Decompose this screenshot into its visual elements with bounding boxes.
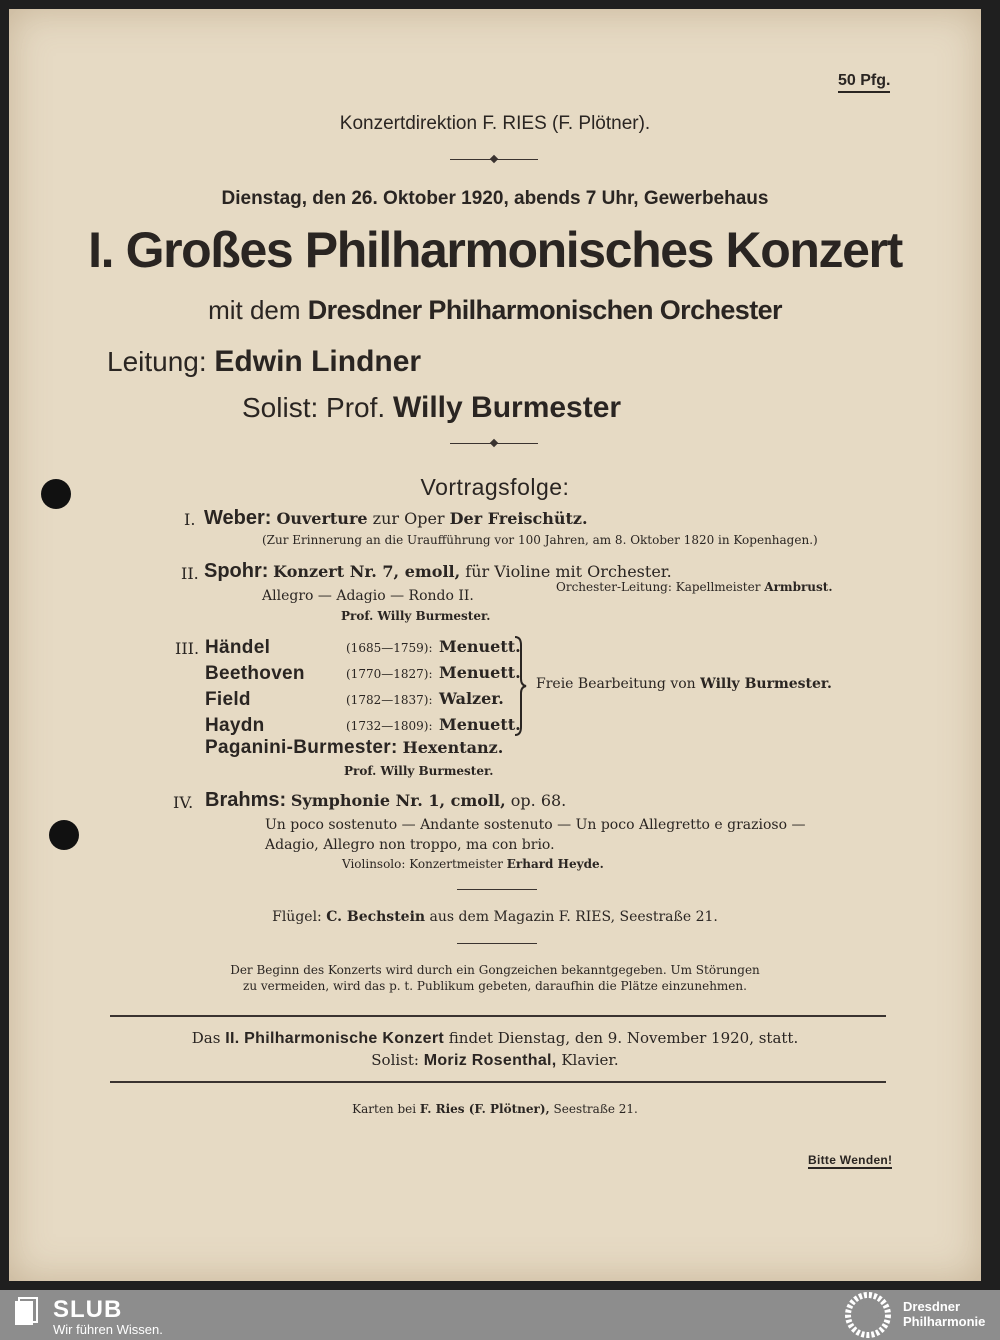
composer-name: Händel [205,637,271,658]
work-title: Walzer. [439,689,504,708]
slub-name: SLUB [53,1296,123,1323]
orchestra-line [9,295,981,326]
spohr-movements: Allegro — Adagio — Rondo II. [262,588,474,604]
item-number: II. [181,564,199,583]
notice-line-1: Der Beginn des Konzerts wird durch ein Gongzeichen bekanntgegeben. Um Störungen [230,963,760,977]
rule-bottom [110,1081,886,1083]
composer-weber: Weber: [204,507,272,529]
rule-top [110,1015,886,1017]
orchestra-lead: Orchester-Leitung: Kapellmeister Armbrust. [556,580,833,594]
item-number: III. [175,639,200,658]
conductor-label: Leitung: [107,346,207,377]
philharmonie-logo-icon [842,1292,894,1338]
with-prefix: mit dem [208,295,301,325]
paganini-soloist: Prof. Willy Burmester. [344,764,494,778]
concert-program-sheet [9,9,981,1281]
item-ii-line: Spohr: Konzert Nr. 7, emoll, für Violine mit Orchester. [204,560,672,582]
composer-spohr: Spohr: [204,560,269,582]
item-number: I. [184,510,196,529]
concert-direction: Konzertdirektion F. RIES (F. Plötner). [339,113,651,134]
philharmonie-line-2: Philharmonie [903,1314,986,1329]
soloist-label: Solist: Prof. [242,392,386,423]
slub-tagline: Wir führen Wissen. [53,1322,163,1337]
piano-line: Flügel: C. Bechstein aus dem Magazin F. RIES, Seestraße 21. [272,909,718,925]
item-iv-line: Brahms: Symphonie Nr. 1, cmoll, op. 68. [205,789,567,811]
slub-logo-icon [13,1297,39,1327]
composer-name: Beethoven [205,663,305,684]
bracket [513,635,529,737]
item-number: IV. [173,793,194,812]
divider [457,889,537,890]
composer-years: (1782—1837): [346,693,433,707]
composer-brahms: Brahms: [205,789,287,811]
next-concert-line: Das II. Philharmonische Konzert findet Dienstag, den 9. November 1920, statt. [191,1029,799,1047]
date-line: Dienstag, den 26. Oktober 1920, abends 7 Uhr, Gewerbehaus [221,188,769,209]
arrangement-note: Freie Bearbeitung von Willy Burmester. [536,676,832,692]
premiere-note: (Zur Erinnerung an die Uraufführung vor 100 Jahren, am 8. Oktober 1820 in Kopenhagen.) [262,533,818,547]
conductor-name: Edwin Lindner [214,345,422,378]
composer-name: Field [205,689,251,710]
composer-years: (1685—1759): [346,641,433,655]
violin-solo: Violinsolo: Konzertmeister Erhard Heyde. [342,857,604,871]
paganini-line: Paganini-Burmester: Hexentanz. [205,737,504,758]
price-label: 50 Pfg. [838,72,890,93]
divider [457,943,537,944]
turn-page-note: Bitte Wenden! [808,1153,893,1167]
work-title: Menuett. [439,637,521,656]
notice-line-2: zu vermeiden, wird das p. t. Publikum gebeten, daraufhin die Plätze einzunehmen. [243,979,747,993]
composer-years: (1770—1827): [346,667,433,681]
composer-name: Haydn [205,715,265,736]
ornament-diamond [490,439,498,447]
work-title: Menuett. [439,663,521,682]
work-title: Menuett. [439,715,521,734]
composer-years: (1732—1809): [346,719,433,733]
brahms-movements-2: Adagio, Allegro non troppo, ma con brio. [265,837,555,853]
concert-title: I. Großes Philharmonisches Konzert [88,222,902,278]
punch-hole [49,820,79,850]
item-i-line: Weber: Ouverture zur Oper Der Freischütz. [204,507,588,529]
composer-paganini-burmester: Paganini-Burmester: [205,737,398,758]
ornament-diamond [490,155,498,163]
program-heading: Vortragsfolge: [420,474,570,500]
conductor-line [107,345,421,379]
tickets-line: Karten bei F. Ries (F. Plötner), Seestraße 21. [352,1102,638,1116]
footer-bar [0,1290,1000,1340]
brahms-movements-1: Un poco sostenuto — Andante sostenuto — Un poco Allegretto e grazioso — [265,817,806,833]
spohr-soloist: Prof. Willy Burmester. [341,609,491,623]
soloist-name: Willy Burmester [392,391,622,424]
orchestra-name: Dresdner Philharmonischen Orchester [307,295,782,325]
soloist-line [242,391,621,425]
philharmonie-line-1: Dresdner [903,1299,961,1314]
next-soloist-line: Solist: Moriz Rosenthal, Klavier. [371,1051,619,1069]
